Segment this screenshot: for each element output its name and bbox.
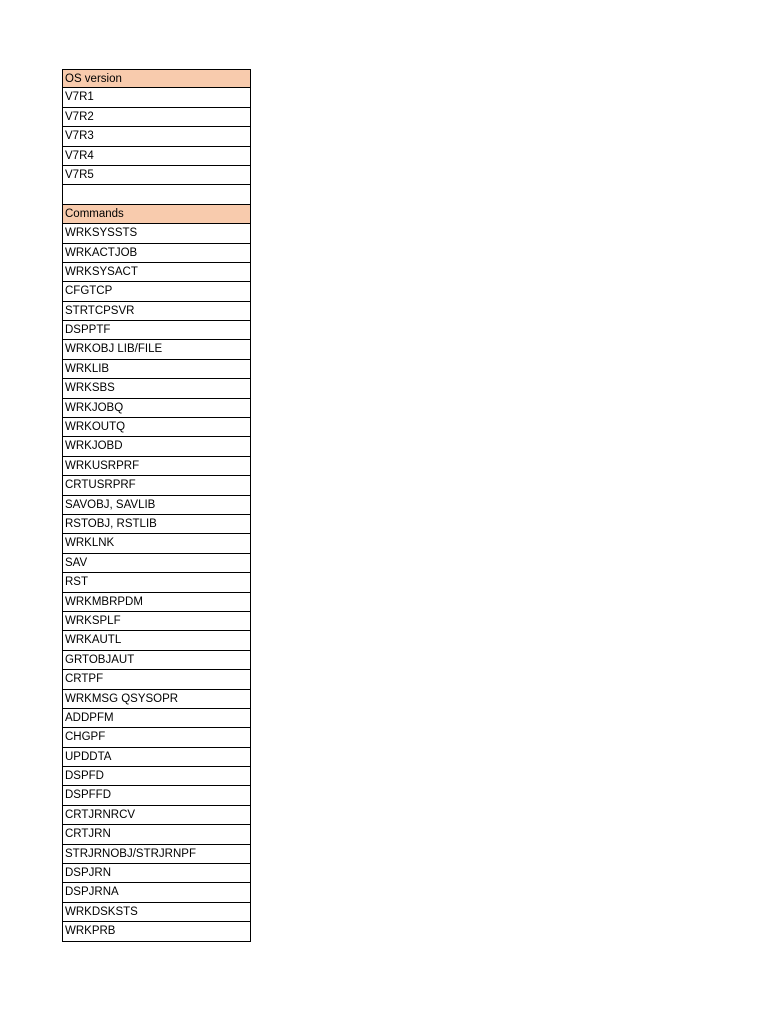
command-cell[interactable]: SAV — [62, 554, 251, 573]
os-version-cell[interactable]: V7R2 — [62, 108, 251, 127]
command-cell[interactable]: CRTUSRPRF — [62, 476, 251, 495]
command-cell[interactable]: RST — [62, 573, 251, 592]
command-cell[interactable]: WRKMBRPDM — [62, 593, 251, 612]
os-version-cell[interactable]: V7R1 — [62, 88, 251, 107]
command-cell[interactable]: WRKSPLF — [62, 612, 251, 631]
command-cell[interactable]: WRKOBJ LIB/FILE — [62, 340, 251, 359]
command-cell[interactable]: WRKLNK — [62, 534, 251, 553]
commands-header[interactable]: Commands — [62, 205, 251, 224]
command-cell[interactable]: WRKOUTQ — [62, 418, 251, 437]
command-cell[interactable]: ADDPFM — [62, 709, 251, 728]
command-cell[interactable]: WRKSYSACT — [62, 263, 251, 282]
command-cell[interactable]: WRKMSG QSYSOPR — [62, 690, 251, 709]
os-version-cell[interactable]: V7R5 — [62, 166, 251, 185]
command-cell[interactable]: WRKJOBQ — [62, 399, 251, 418]
command-cell[interactable]: WRKAUTL — [62, 631, 251, 650]
command-cell[interactable]: WRKPRB — [62, 922, 251, 941]
spreadsheet-table — [62, 69, 251, 942]
os-version-cell[interactable]: V7R4 — [62, 147, 251, 166]
command-cell[interactable]: WRKJOBD — [62, 437, 251, 456]
command-cell[interactable]: DSPJRNA — [62, 883, 251, 902]
command-cell[interactable]: WRKACTJOB — [62, 244, 251, 263]
command-cell[interactable]: STRTCPSVR — [62, 302, 251, 321]
command-cell[interactable]: STRJRNOBJ/STRJRNPF — [62, 845, 251, 864]
command-cell[interactable]: DSPFD — [62, 767, 251, 786]
command-cell[interactable]: CFGTCP — [62, 282, 251, 301]
command-cell[interactable]: WRKSBS — [62, 379, 251, 398]
empty-cell[interactable] — [62, 185, 251, 204]
command-cell[interactable]: UPDDTA — [62, 748, 251, 767]
command-cell[interactable]: WRKLIB — [62, 360, 251, 379]
command-cell[interactable]: CHGPF — [62, 728, 251, 747]
command-cell[interactable]: WRKUSRPRF — [62, 457, 251, 476]
command-cell[interactable]: DSPJRN — [62, 864, 251, 883]
command-cell[interactable]: DSPFFD — [62, 786, 251, 805]
command-cell[interactable]: WRKSYSSTS — [62, 224, 251, 243]
command-cell[interactable]: DSPPTF — [62, 321, 251, 340]
os-version-header[interactable]: OS version — [62, 69, 251, 88]
command-cell[interactable]: RSTOBJ, RSTLIB — [62, 515, 251, 534]
os-version-cell[interactable]: V7R3 — [62, 127, 251, 146]
command-cell[interactable]: GRTOBJAUT — [62, 651, 251, 670]
command-cell[interactable]: CRTJRNRCV — [62, 806, 251, 825]
command-cell[interactable]: CRTPF — [62, 670, 251, 689]
command-cell[interactable]: SAVOBJ, SAVLIB — [62, 496, 251, 515]
command-cell[interactable]: CRTJRN — [62, 825, 251, 844]
command-cell[interactable]: WRKDSKSTS — [62, 903, 251, 922]
